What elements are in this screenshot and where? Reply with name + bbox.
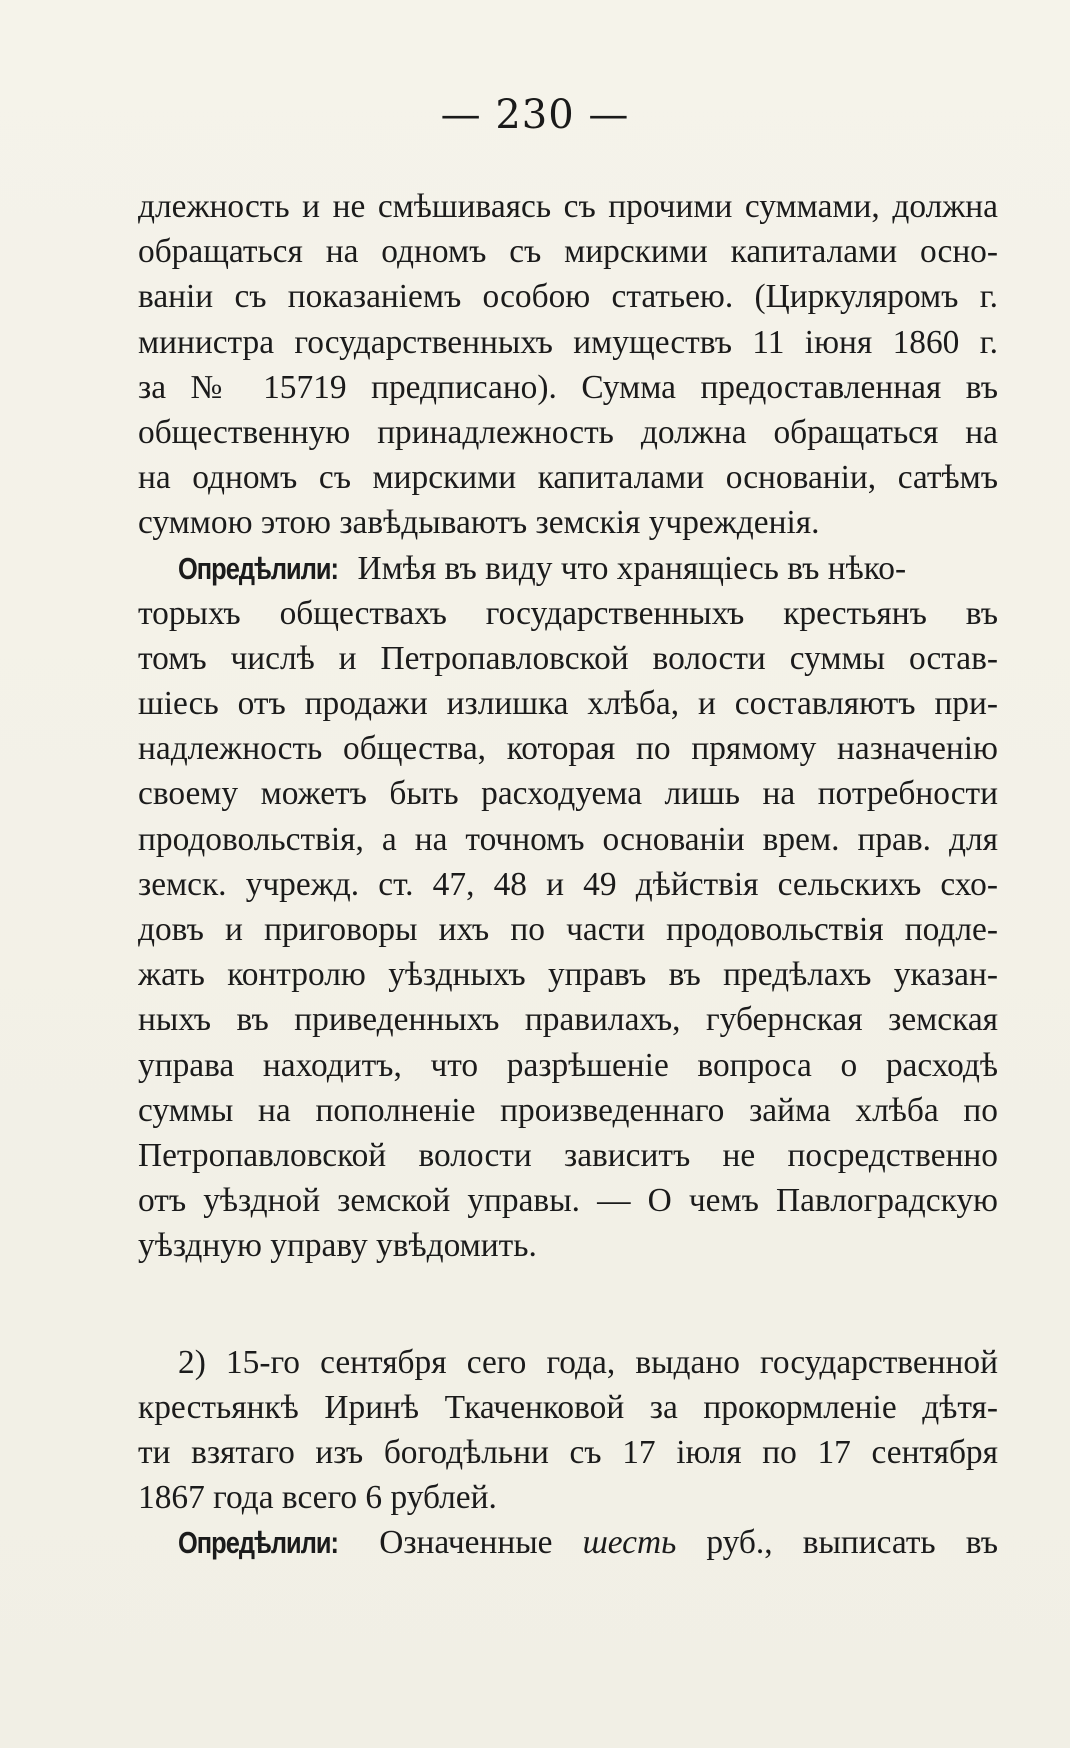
text-line: надлежность общества, которая по прямому назначенiю bbox=[138, 730, 998, 768]
text-line: уѣздную управу увѣдомить. bbox=[138, 1227, 537, 1265]
text-line: торыхъ обществахъ государственныхъ крестьянъ въ bbox=[138, 594, 998, 632]
text-line: продовольствiя, а на точномъ основанiи врем. прав. для bbox=[138, 820, 998, 858]
text-line: жать контролю уѣздныхъ управъ въ предѣлахъ указан- bbox=[138, 956, 998, 994]
text-line: отъ уѣздной земской управы. — О чемъ Павлоградскую bbox=[138, 1182, 998, 1220]
emphasized-word: шесть bbox=[582, 1524, 677, 1561]
text-line: на одномъ съ мирскими капиталами основанiи, сатѣмъ bbox=[138, 459, 998, 497]
text-line: управа находитъ, что разрѣшенiе вопроса о расходѣ bbox=[138, 1046, 998, 1084]
resolution-text: Имѣя въ виду что хранящiесь въ нѣко- bbox=[357, 549, 907, 587]
text-line: за № 15719 предписано). Сумма предоставленная въ bbox=[138, 368, 998, 406]
main-text bbox=[138, 184, 998, 1269]
text-line: 1867 года всего 6 рублей. bbox=[138, 1479, 497, 1516]
text-line: своему можетъ быть расходуема лишь на потребности bbox=[138, 775, 998, 813]
text-line: ныхъ въ приведенныхъ правилахъ, губернская земская bbox=[138, 1001, 998, 1039]
text-line: длежность и не смѣшиваясь съ прочими суммами, должна bbox=[138, 188, 998, 225]
page-number: — 230 — bbox=[440, 92, 630, 138]
resolution-text: руб., выписать въ bbox=[706, 1524, 998, 1561]
text-line: 2) 15-го сентября сего года, выдано государственной bbox=[178, 1344, 998, 1381]
text-line: общественную принадлежность должна обращаться на bbox=[138, 413, 998, 451]
text-line: министра государственныхъ имуществъ 11 iюня 1860 г. bbox=[138, 323, 998, 361]
text-line: довъ и приговоры ихъ по части продовольствiя подле- bbox=[138, 911, 998, 948]
resolution-label: Опредѣлили: bbox=[178, 550, 338, 586]
text-line: обращаться на одномъ съ мирскими капиталами осно- bbox=[138, 233, 998, 271]
text-line: крестьянкѣ Иринѣ Ткаченковой за прокормленiе дѣтя- bbox=[138, 1389, 998, 1426]
text-line: Петропавловской волости зависитъ не посредственно bbox=[138, 1136, 998, 1174]
resolution-line bbox=[138, 1520, 998, 1565]
text-line: шiесь отъ продажи излишка хлѣба, и составляютъ при- bbox=[138, 685, 998, 723]
resolution-text: Означенные bbox=[379, 1524, 553, 1561]
text-line: суммы на пополненiе произведеннаго займа хлѣба по bbox=[138, 1091, 998, 1129]
text-line: томъ числѣ и Петропавловской волости суммы остав- bbox=[138, 639, 998, 677]
resolution-label: Опредѣлили: bbox=[178, 1525, 338, 1560]
second-item bbox=[138, 1340, 998, 1565]
resolution-first-line bbox=[138, 546, 998, 591]
text-line: земск. учрежд. ст. 47, 48 и 49 дѣйствiя сельскихъ схо- bbox=[138, 865, 998, 903]
text-line: суммою этою завѣдываютъ земскiя учрежденiя. bbox=[138, 504, 820, 542]
text-line: ти взятаго изъ богодѣльни съ 17 iюля по 17 сентября bbox=[138, 1434, 998, 1471]
text-line: ванiи съ показанiемъ особою статьею. (Циркуляромъ г. bbox=[138, 278, 998, 316]
